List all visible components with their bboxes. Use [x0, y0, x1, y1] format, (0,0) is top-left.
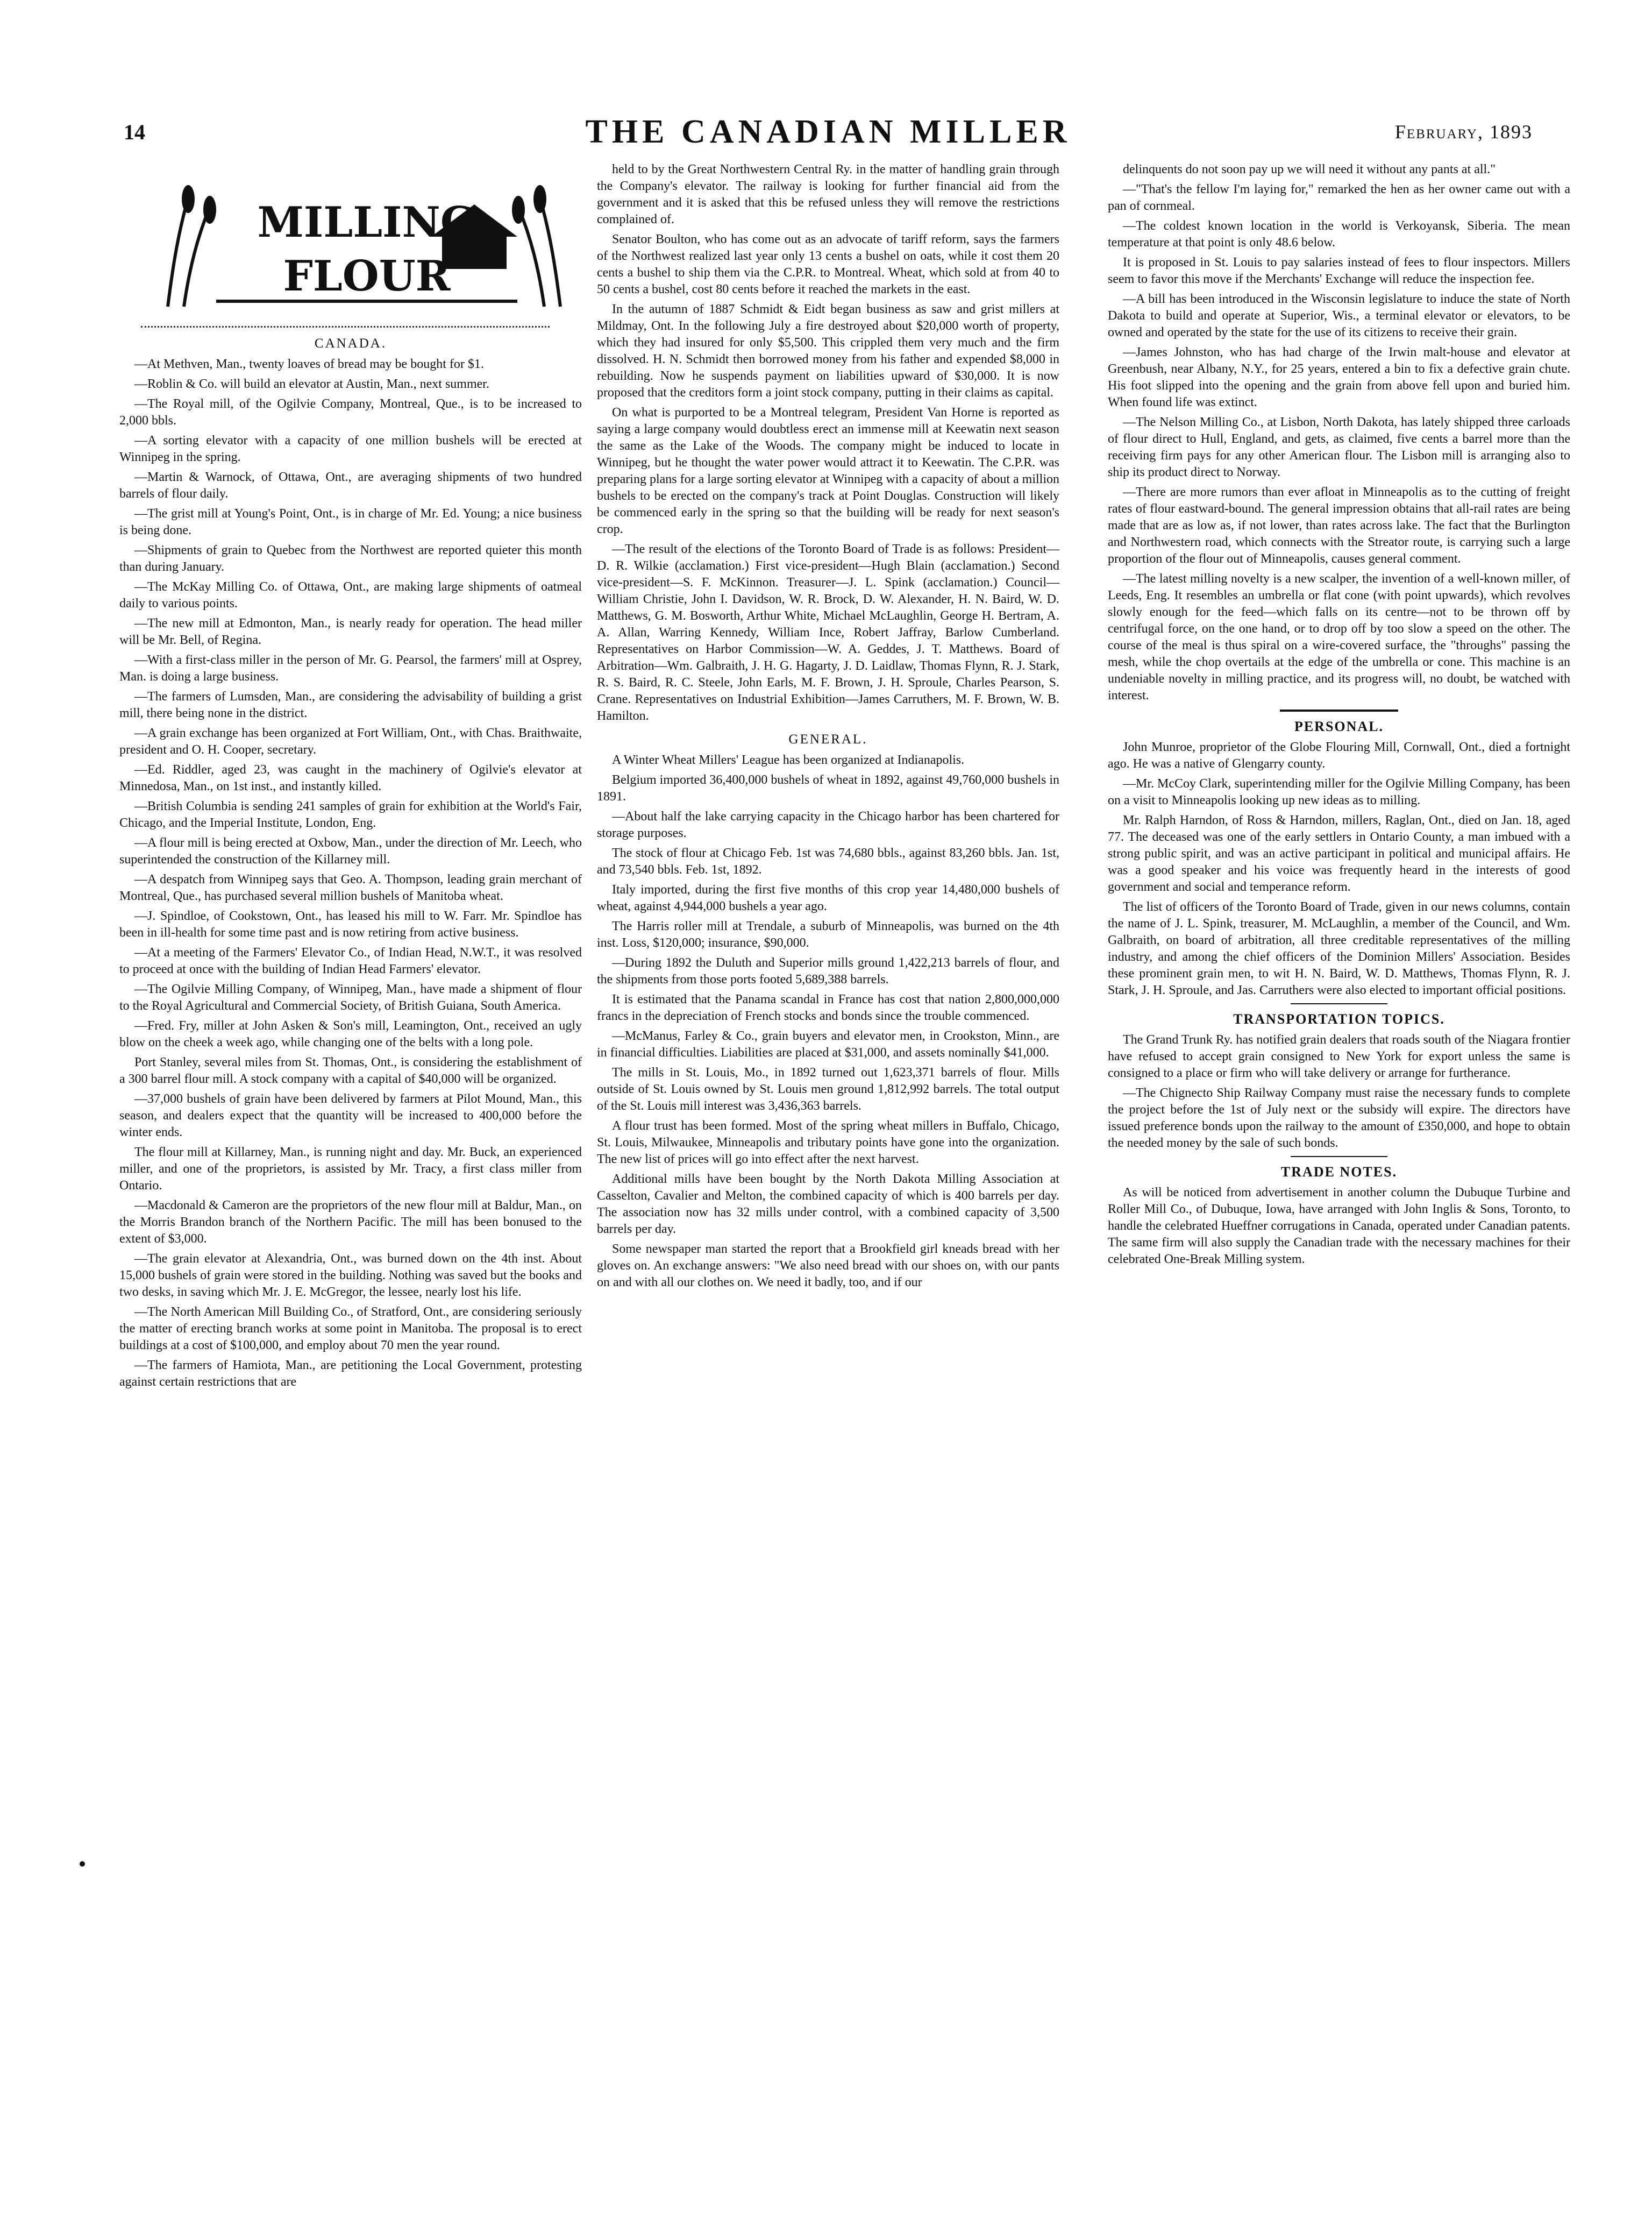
- trade-notes-body: [1108, 1185, 1570, 1268]
- article-paragraph: —James Johnston, who has had charge of the Irwin malt-house and elevator at Greenbush, near Albany, N.Y., for 25 years, entered a bin to fix a defective grain chute. His foot slipped into the opening and the grain from above fell upon and buried him. When found life was extinct.: [1108, 345, 1570, 409]
- article-paragraph: A Winter Wheat Millers' League has been organized at Indianapolis.: [612, 753, 965, 767]
- article-paragraph: —The result of the elections of the Toronto Board of Trade is as follows: President—D. R. Wilkie (acclamation.) First vice-president—Hugh Blain (acclamation.) Second vice-president—S. F. McKinnon. Treasurer—J. L. Spink (acclamation.) Council—William Christie, John I. Davidson, W. R. Brock, D. W. Alexander, H. N. Baird, W. D. Matthews, G. M. Bosworth, Arthur White, Michael McLaughlin, George H. Bertram, A. A. Allan, Warring Kennedy, William Ince, Robert Jaffray, Barlow Cumberland. Representatives on Harbor Commission—W. A. Geddes, J. T. Matthews. Board of Arbitration—Wm. Galbraith, J. H. G. Hagarty, J. D. Laidlaw, Thomas Flynn, R. J. Stark, R. S. Baird, R. C. Steele, John Earls, M. F. Brown, J. H. Sproule, Charles Pearson, S. Crane. Representatives on Industrial Exhibition—James Carruthers, M. F. Brown, W. B. Hamilton.: [597, 542, 1059, 723]
- article-paragraph: —The grist mill at Young's Point, Ont., is in charge of Mr. Ed. Young; a nice business is being done.: [119, 507, 582, 537]
- article-paragraph: held to by the Great Northwestern Central Ry. in the matter of handling grain through the Company's elevator. The railway is looking for further financial aid from the government and it is asked that this be refused unless they will remove the restrictions complained of.: [597, 162, 1059, 226]
- article-paragraph: —A despatch from Winnipeg says that Geo. A. Thompson, leading grain merchant of Montreal, Que., has purchased several million bushels of Manitoba wheat.: [119, 873, 582, 903]
- article-paragraph: Senator Boulton, who has come out as an advocate of tariff reform, says the farmers of the Northwest realized last year only 13 cents a bushel on oats, while it cost them 20 cents a bushel to ship them via the C.P.R. to Montreal. Wheat, which sold at from 40 to 50 cents a bushel, cost 80 cents before it reached the markets in the east.: [597, 232, 1059, 296]
- article-paragraph: The flour mill at Killarney, Man., is running night and day. Mr. Buck, an experienced miller, and one of the proprietors, is assisted by Mr. Tracy, a first class miller from Ontario.: [119, 1145, 582, 1193]
- article-paragraph: Mr. Ralph Harndon, of Ross & Harndon, millers, Raglan, Ont., died on Jan. 18, aged 77. The deceased was one of the early settlers in Ontario County, a man imbued with a strong public spirit, and was an active participant in political and municipal affairs. He was a good speaker and his voice was frequently heard in the interests of good government and social and temperance reform.: [1108, 813, 1570, 894]
- article-paragraph: —At Methven, Man., twenty loaves of bread may be bought for $1.: [134, 357, 484, 371]
- section-heading-canada: CANADA.: [314, 336, 387, 351]
- article-paragraph: —Macdonald & Cameron are the proprietors of the new flour mill at Baldur, Man., on the Morris Brandon branch of the Northern Pacific. The mill has been bonused to the extent of $3,000.: [119, 1198, 582, 1246]
- article-paragraph: Some newspaper man started the report that a Brookfield girl kneads bread with her gloves on. An exchange answers: "We also need bread with our shoes on, with our pants on and with all our clothes on. We need it badly, too, and if our: [597, 1242, 1059, 1289]
- article-paragraph: —Martin & Warnock, of Ottawa, Ont., are averaging shipments of two hundred barrels of flour daily.: [119, 470, 582, 501]
- article-paragraph: —During 1892 the Duluth and Superior mills ground 1,422,213 barrels of flour, and the shipments from those ports footed 5,689,388 barrels.: [597, 956, 1059, 987]
- article-paragraph: Belgium imported 36,400,000 bushels of wheat in 1892, against 49,760,000 bushels in 1891.: [597, 773, 1059, 804]
- column-1-body: [119, 356, 582, 1391]
- article-paragraph: John Munroe, proprietor of the Globe Flouring Mill, Cornwall, Ont., died a fortnight ago. He was a native of Glengarry county.: [1108, 740, 1570, 771]
- column-2-body-bottom: [597, 752, 1059, 1291]
- logo-illustration: [152, 172, 582, 312]
- svg-text:FLOUR: FLOUR: [283, 252, 451, 301]
- article-paragraph: —A grain exchange has been organized at Fort William, Ont., with Chas. Braithwaite, president and O. H. Cooper, secretary.: [119, 726, 582, 757]
- article-paragraph: —McManus, Farley & Co., grain buyers and elevator men, in Crookston, Minn., are in financial difficulties. Liabilities are placed at $31,000, and assets nominally $41,000.: [597, 1029, 1059, 1060]
- column-2: [597, 161, 1059, 1294]
- article-paragraph: The list of officers of the Toronto Board of Trade, given in our news columns, contain the name of J. L. Spink, treasurer, M. McLaughlin, a member of the Council, and Wm. Galbraith, on board of arbitration, all three creditable representatives of the milling industry, and among the chief officers of the Dominion Millers' Association. Besides these prominent grain men, to wit H. N. Baird, W. D. Matthews, Thomas Flynn, R. J. Stark, J. H. Sproule, and Jas. Carruthers were also elected to important official positions.: [1108, 900, 1570, 997]
- article-paragraph: delinquents do not soon pay up we will need it without any pants at all.": [1123, 162, 1496, 176]
- column-1: [119, 161, 582, 1394]
- article-paragraph: It is estimated that the Panama scandal in France has cost that nation 2,800,000,000 francs in the depreciation of French stocks and bonds since the trouble commenced.: [597, 992, 1059, 1023]
- milling-flour-logo: [152, 172, 582, 312]
- article-paragraph: —British Columbia is sending 241 samples of grain for exhibition at the World's Fair, Chicago, and the Imperial Institute, London, Eng.: [119, 799, 582, 830]
- divider: [1291, 1003, 1387, 1004]
- margin-mark: [80, 1861, 85, 1867]
- article-paragraph: —Roblin & Co. will build an elevator at Austin, Man., next summer.: [134, 377, 489, 391]
- article-paragraph: —A sorting elevator with a capacity of one million bushels will be erected at Winnipeg in the spring.: [119, 434, 582, 464]
- issue-date: February, 1893: [1394, 121, 1533, 143]
- section-heading-general: GENERAL.: [788, 732, 868, 747]
- article-paragraph: —The coldest known location in the world is Verkoyansk, Siberia. The mean temperature at that point is only 48.6 below.: [1108, 219, 1570, 250]
- article-paragraph: —A flour mill is being erected at Oxbow, Man., under the direction of Mr. Leech, who superintended the construction of the Killarney mill.: [119, 836, 582, 867]
- article-paragraph: It is proposed in St. Louis to pay salaries instead of fees to flour inspectors. Millers seem to favor this move if the Merchants' Exchange will reduce the inspection fee.: [1108, 256, 1570, 286]
- article-paragraph: —Shipments of grain to Quebec from the Northwest are reported quieter this month than during January.: [119, 543, 582, 574]
- article-paragraph: The Harris roller mill at Trendale, a suburb of Minneapolis, was burned on the 4th inst. Loss, $120,000; insurance, $90,000.: [597, 919, 1059, 950]
- section-heading-personal: PERSONAL.: [1294, 719, 1384, 734]
- article-paragraph: —The new mill at Edmonton, Man., is nearly ready for operation. The head miller will be Mr. Bell, of Regina.: [119, 616, 582, 647]
- article-paragraph: The mills in St. Louis, Mo., in 1892 turned out 1,623,371 barrels of flour. Mills outside of St. Louis owned by St. Louis men ground 1,812,992 barrels. The total output of the St. Louis mill interest was 3,436,363 barrels.: [597, 1066, 1059, 1113]
- article-paragraph: In the autumn of 1887 Schmidt & Eidt began business as saw and grist millers at Mildmay, Ont. In the following July a fire destroyed about $20,000 worth of property, which they had insured for only $5,500. This crippled them very much and the firm dissolved. H. N. Schmidt then borrowed money from his father and expended $8,000 in rebuilding. Now he suspends payment on liabilities upward of $30,000. It is now proposed that the creditors form a joint stock company, putting in their claims as capital.: [597, 302, 1059, 400]
- article-paragraph: —Fred. Fry, miller at John Asken & Son's mill, Leamington, Ont., received an ugly blow on the cheek a week ago, while changing one of the belts with a long pole.: [119, 1019, 582, 1049]
- article-paragraph: —Ed. Riddler, aged 23, was caught in the machinery of Ogilvie's elevator at Minnedosa, Man., on 1st inst., and instantly killed.: [119, 763, 582, 793]
- article-paragraph: —The grain elevator at Alexandria, Ont., was burned down on the 4th inst. About 15,000 bushels of grain were stored in the building. Nothing was saved but the books and two desks, in saving which Mr. J. E. McGregor, the lessee, nearly lost his life.: [119, 1252, 582, 1299]
- article-paragraph: —The farmers of Hamiota, Man., are petitioning the Local Government, protesting against certain restrictions that are: [119, 1358, 582, 1389]
- article-paragraph: Italy imported, during the first five months of this crop year 14,480,000 bushels of wheat, against 4,944,000 bushels a year ago.: [597, 883, 1059, 913]
- column-2-body-top: [597, 161, 1059, 725]
- column-3-body-top: [1108, 161, 1570, 704]
- article-paragraph: —The farmers of Lumsden, Man., are considering the advisability of building a grist mill, there being none in the district.: [119, 690, 582, 720]
- article-paragraph: Additional mills have been bought by the North Dakota Milling Association at Casselton, Cavalier and Melton, the combined capacity of which is 400 barrels per day. The association now has 32 mills under control, with a combined capacity of 3,500 barrels per day.: [597, 1172, 1059, 1236]
- section-heading-trade-notes: TRADE NOTES.: [1280, 1164, 1398, 1180]
- article-paragraph: —There are more rumors than ever afloat in Minneapolis as to the cutting of freight rates of flour eastward-bound. The general impression obtains that all-rail rates are being made that are as low as, if not lower, than rates across lake. The fact that the Burlington and Northwestern road, which connects with the Streator route, is carrying such a large proportion of the flour out of Minneapolis, causes general comment.: [1108, 485, 1570, 566]
- article-paragraph: —"That's the fellow I'm laying for," remarked the hen as her owner came out with a pan of cornmeal.: [1108, 182, 1570, 213]
- article-paragraph: As will be noticed from advertisement in another column the Dubuque Turbine and Roller Mill Co., of Dubuque, Iowa, have arranged with John Inglis & Sons, Toronto, to handle the celebrated Hueffner corrugations in Canada, operated under Canadian patents. The same firm will also supply the Canadian trade with the necessary machines for their celebrated One-Break Milling system.: [1108, 1186, 1570, 1266]
- article-paragraph: —The Nelson Milling Co., at Lisbon, North Dakota, has lately shipped three carloads of flour direct to Hull, England, and gets, as claimed, five cents a barrel more than the receiving firm pays for any other American flour. The Lisbon mill is arranging also to ship its product direct to Norway.: [1108, 415, 1570, 479]
- article-paragraph: —37,000 bushels of grain have been delivered by farmers at Pilot Mound, Man., this season, and dealers expect that the quantity will be increased to 400,000 before the winter ends.: [119, 1092, 582, 1139]
- article-paragraph: —With a first-class miller in the person of Mr. G. Pearsol, the farmers' mill at Osprey, Man. is doing a large business.: [119, 653, 582, 684]
- article-paragraph: —About half the lake carrying capacity in the Chicago harbor has been chartered for storage purposes.: [597, 810, 1059, 840]
- article-paragraph: Port Stanley, several miles from St. Thomas, Ont., is considering the establishment of a 300 barrel flour mill. A stock company with a capital of $40,000 will be organized.: [119, 1055, 582, 1086]
- divider: [1280, 710, 1398, 712]
- article-paragraph: —The latest milling novelty is a new scalper, the invention of a well-known miller, of Leeds, Eng. It resembles an umbrella or flat cone (with point upwards), which revolves slowly enough for the feed—which falls on its centre—not to be thrown off by centrifugal force, on the one hand, or to drop off by too slow a speed on the other. The course of the meal is thus spiral on a wire-covered surface, the "throughs" passing the mesh, while the chop overtails at the edge of the umbrella or cone. This machine is an undeniable novelty in milling practice, and its progress will, no doubt, be watched with interest.: [1108, 572, 1570, 703]
- personal-section-body: [1108, 739, 1570, 999]
- divider: [141, 326, 550, 328]
- article-paragraph: —The McKay Milling Co. of Ottawa, Ont., are making large shipments of oatmeal daily to various points.: [119, 580, 582, 611]
- article-paragraph: The stock of flour at Chicago Feb. 1st was 74,680 bbls., against 83,260 bbls. Jan. 1st, and 73,540 bbls. Feb. 1st, 1892.: [597, 846, 1059, 877]
- article-paragraph: —A bill has been introduced in the Wisconsin legislature to induce the state of North Dakota to build and operate at Superior, Wis., a terminal elevator or elevators, to be owned and operated by the state for the use of its citizens to receive their grain.: [1108, 292, 1570, 339]
- svg-text:MILLING: MILLING: [257, 198, 476, 247]
- article-paragraph: —Mr. McCoy Clark, superintending miller for the Ogilvie Milling Company, has been on a visit to Minneapolis looking up new ideas as to milling.: [1108, 777, 1570, 807]
- divider: [1291, 1156, 1387, 1157]
- article-paragraph: —The Ogilvie Milling Company, of Winnipeg, Man., have made a shipment of flour to the Royal Agricultural and Commercial Society, of British Guiana, South America.: [119, 982, 582, 1013]
- article-paragraph: —The Chignecto Ship Railway Company must raise the necessary funds to complete the project before the 1st of July next or the subsidy will expire. The directors have issued preference bonds upon the railway to the amount of £350,000, and hope to obtain the needed money by the sale of such bonds.: [1108, 1086, 1570, 1150]
- article-paragraph: —At a meeting of the Farmers' Elevator Co., of Indian Head, N.W.T., it was resolved to proceed at once with the building of Indian Head Farmers' elevator.: [119, 946, 582, 976]
- column-3: [1108, 161, 1570, 1271]
- article-paragraph: On what is purported to be a Montreal telegram, President Van Horne is reported as saying a large company would doubtless erect an immense mill at Keewatin next season the same as the Lake of the Woods. The company might be induced to locate in Winnipeg, but he thought the water power would attract it to Keewatin. The C.P.R. was preparing plans for a large sorting elevator at Winnipeg with a capacity of about a million bushels to be erected on the company's track at Point Douglas. Construction will likely be commenced early in the spring so that the building will be ready for next season's crop.: [597, 406, 1059, 536]
- transportation-section-body: [1108, 1032, 1570, 1152]
- article-paragraph: The Grand Trunk Ry. has notified grain dealers that roads south of the Niagara frontier have refused to accept grain consigned to New York for export unless the same is consigned to a place or firm who will take delivery or arrange for furtherance.: [1108, 1033, 1570, 1080]
- article-paragraph: A flour trust has been formed. Most of the spring wheat millers in Buffalo, Chicago, St. Louis, Milwaukee, Minneapolis and tributary points have gone into the organization. The new list of prices will go into effect after the next harvest.: [597, 1119, 1059, 1166]
- article-paragraph: —The Royal mill, of the Ogilvie Company, Montreal, Que., is to be increased to 2,000 bbls.: [119, 397, 582, 428]
- page-number: 14: [124, 120, 145, 144]
- page-header: [124, 113, 1533, 151]
- masthead-title: THE CANADIAN MILLER: [585, 114, 1071, 150]
- article-paragraph: —The North American Mill Building Co., of Stratford, Ont., are considering seriously the matter of erecting branch works at some point in Manitoba. The proposal is to erect buildings at a cost of $100,000, and employ about 70 men the year round.: [119, 1305, 582, 1352]
- article-paragraph: —J. Spindloe, of Cookstown, Ont., has leased his mill to W. Farr. Mr. Spindloe has been in ill-health for some time past and is now retiring from active business.: [119, 909, 582, 940]
- section-heading-transportation: TRANSPORTATION TOPICS.: [1233, 1011, 1445, 1027]
